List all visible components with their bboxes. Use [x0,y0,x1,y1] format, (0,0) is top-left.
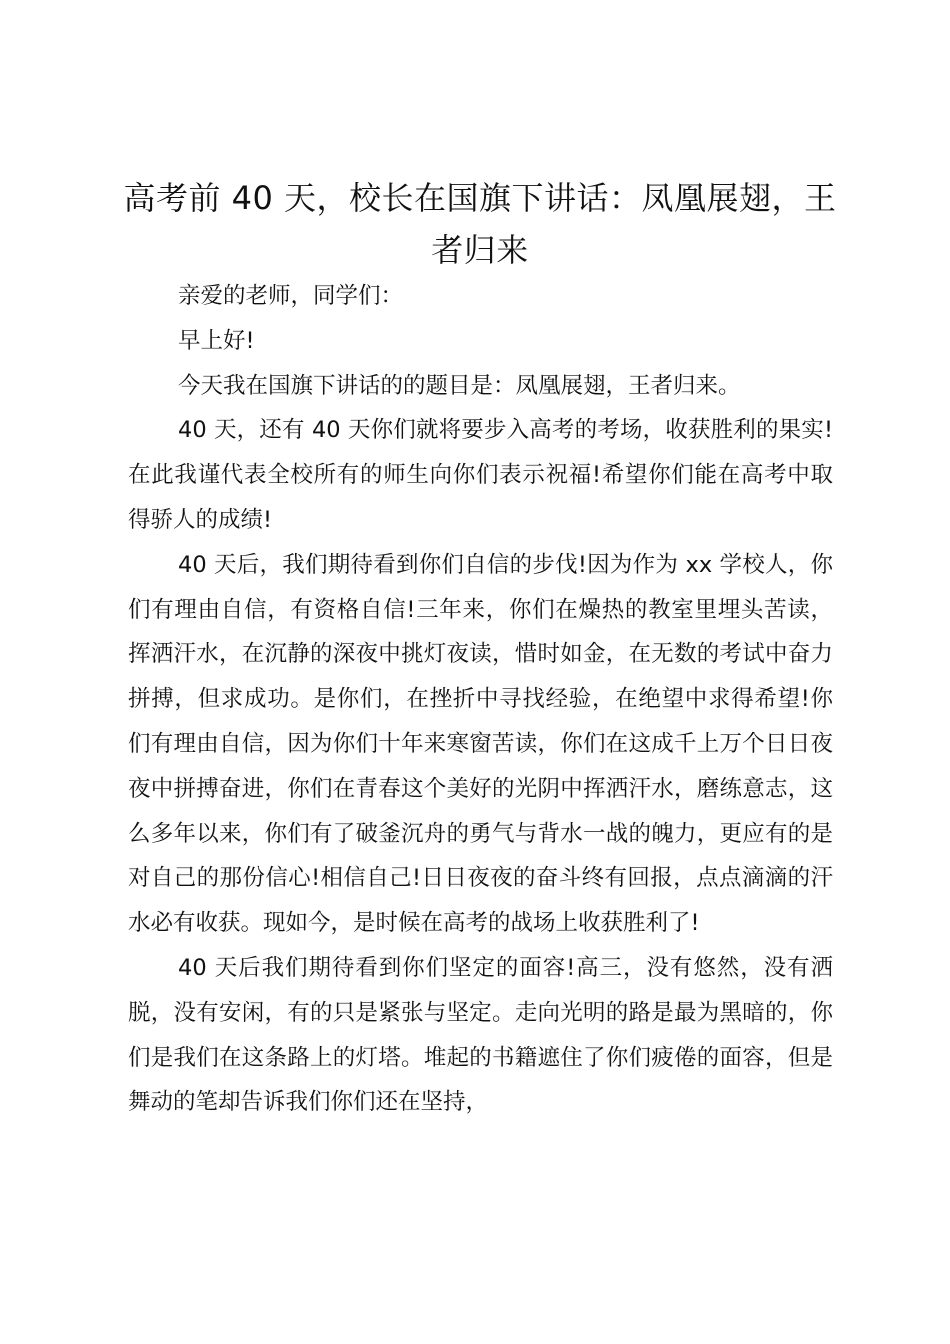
paragraph-determination: 40 天后我们期待看到你们坚定的面容!高三，没有悠然，没有洒脱，没有安闲，有的只是紧张与坚定。走向光明的路是最为黑暗的，你们是我们在这条路上的灯塔。堆起的书籍遮住了你们疲倦的面容，但是舞动的笔却告诉我们你们还在坚持， [128,954,833,1116]
paragraph-greeting: 亲爱的老师，同学们： [178,283,404,309]
document-body [128,274,833,1125]
paragraph-confidence: 40 天后，我们期待看到你们自信的步伐!因为作为 xx 学校人，你们有理由自信，有资格自信!三年来，你们在燥热的教室里埋头苦读，挥洒汗水，在沉静的深夜中挑灯夜读，惜时如金，在无数的考试中奋力拼搏，但求成功。是你们，在挫折中寻找经验，在绝望中求得希望!你们有理由自信，因为你们十年来寒窗苦读，你们在这成千上万个日日夜夜中拼搏奋进，你们在青春这个美好的光阴中挥洒汗水，磨练意志，这么多年以来，你们有了破釜沉舟的勇气与背水一战的魄力，更应有的是对自己的那份信心!相信自己!日日夜夜的奋斗终有回报，点点滴滴的汗水必有收获。现如今，是时候在高考的战场上收获胜利了! [128,551,833,937]
document-title: 高考前 40 天，校长在国旗下讲话：凤凰展翅，王者归来 [123,179,837,269]
paragraph-good-morning: 早上好! [178,327,255,354]
paragraph-topic: 今天我在国旗下讲话的的题目是：凤凰展翅，王者归来。 [178,372,741,399]
paragraph-40-days: 40 天，还有 40 天你们就将要步入高考的考场，收获胜利的果实!在此我谨代表全校所有的师生向你们表示祝福!希望你们能在高考中取得骄人的成绩! [128,417,833,533]
